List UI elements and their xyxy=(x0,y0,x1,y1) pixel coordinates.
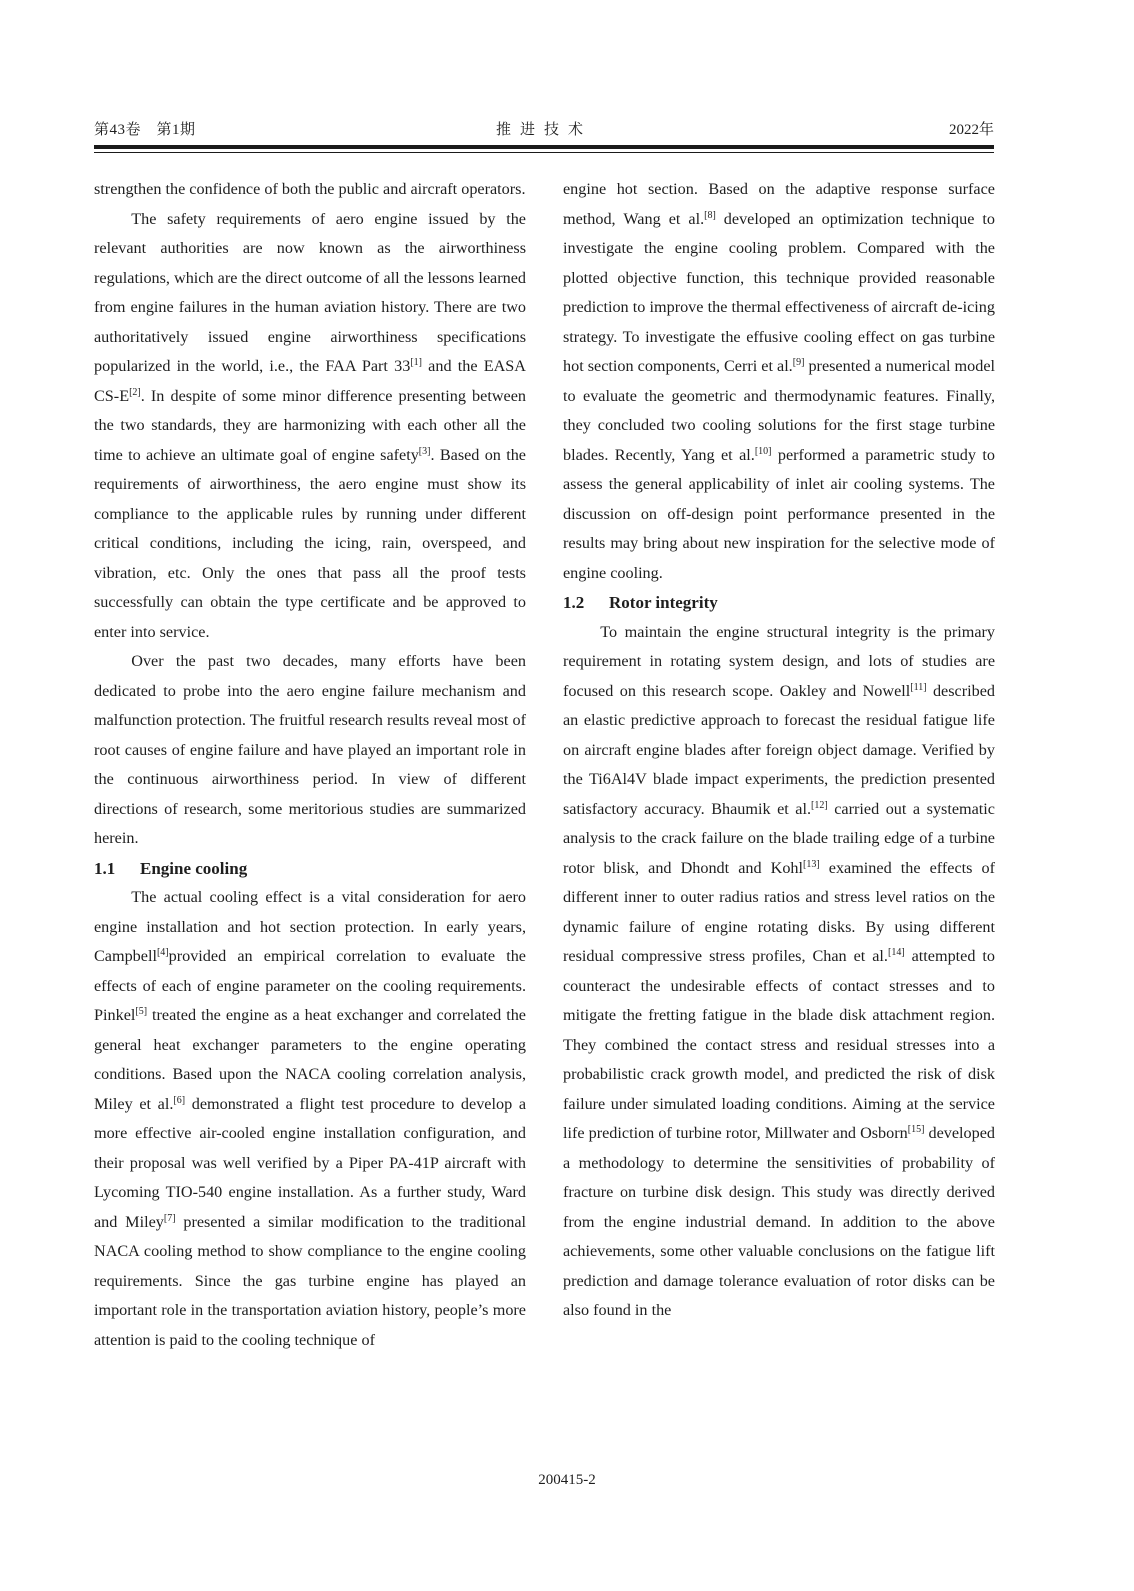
journal-title: 推进技术 xyxy=(495,122,592,138)
citation[interactable]: [3] xyxy=(418,445,431,457)
page-number: 200415-2 xyxy=(538,1472,596,1488)
citation[interactable]: [10] xyxy=(754,445,772,457)
citation[interactable]: [5] xyxy=(135,1006,148,1017)
citation[interactable]: [6] xyxy=(173,1094,186,1106)
paragraph: engine hot section. Based on the adaptive response surface method, Wang et al.[8] developed an optimization technique to investigate the engine cooling problem. Compared with the plotted objective function, this technique provided reasonable prediction to improve the thermal effectiveness of aircraft de-icing strategy. To investigate the effusive cooling effect on gas turbine hot section components, Cerri et al.[9] presented a numerical model to evaluate the geometric and thermodynamic features. Finally, they concluded two cooling solutions for the first stage turbine blades. Recently, Yang et al.[10] performed a parametric study to assess the general applicability of inlet air cooling systems. The discussion on off-design point performance presented in the results may bring about new inspiration for the selective mode of engine cooling. xyxy=(563,180,996,582)
publication-year: 2022年 xyxy=(948,122,994,138)
paragraph: The safety requirements of aero engine issued by the relevant authorities are now known as the airworthiness regulations, which are the direct outcome of all the lessons learned from engine failures in the human aviation history. There are two authoritatively issued engine airworthiness specifications popularized in the world, i.e., the FAA Part 33[1] and the EASA CS-E[2]. In despite of some minor difference presenting between the two standards, they are harmonizing with each other all the time to achieve an ultimate goal of engine safety[3]. Based on the requirements of airworthiness, the aero engine must show its compliance to the applicable rules by running under different critical conditions, including the icing, rain, overspeed, and vibration, etc. Only the ones that pass all the proof tests successfully can obtain the type certificate and be approved to enter into service. xyxy=(94,209,526,641)
paragraph: strengthen the confidence of both the public and aircraft operators. xyxy=(94,180,526,198)
header-rule-thin xyxy=(94,152,994,153)
citation[interactable]: [9] xyxy=(792,357,805,368)
right-column xyxy=(563,175,995,1326)
citation[interactable]: [12] xyxy=(811,799,828,811)
citation[interactable]: [14] xyxy=(887,947,905,958)
citation[interactable]: [1] xyxy=(410,357,422,368)
citation[interactable]: [7] xyxy=(163,1212,176,1224)
citation[interactable]: [4] xyxy=(156,947,169,958)
paragraph: Over the past two decades, many efforts have been dedicated to probe into the aero engine failure mechanism and malfunction protection. The fruitful research results reveal most of root causes of engine failure and have played an important role in the continuous airworthiness period. In view of different directions of research, some meritorious studies are summarized herein. xyxy=(94,652,526,847)
paragraph: The actual cooling effect is a vital consideration for aero engine installation and hot section protection. In early years, Campbell[4]provided an empirical correlation to evaluate the effects of each of engine parameter on the cooling requirements. Pinkel[5] treated the engine as a heat exchanger and correlated the general heat exchanger parameters to the engine operating conditions. Based upon the NACA cooling correlation analysis, Miley et al.[6] demonstrated a flight test procedure to develop a more effective air-cooled engine installation configuration, and their proposal was well verified by a Piper PA-41P aircraft with Lycoming TIO-540 engine installation. As a further study, Ward and Miley[7] presented a similar modification to the traditional NACA cooling method to show compliance to the engine cooling requirements. Since the gas turbine engine has played an important role in the transportation aviation history, people’s more attention is paid to the cooling technique of xyxy=(94,888,527,1349)
section-heading-1-2: 1.2 Rotor integrity xyxy=(563,593,718,612)
left-column xyxy=(94,175,526,1355)
citation[interactable]: [13] xyxy=(803,858,820,870)
paragraph: To maintain the engine structural integrity is the primary requirement in rotating system design, and lots of studies are focused on this research scope. Oakley and Nowell[11] described an elastic predictive approach to forecast the residual fatigue life on aircraft engine blades after foreign object damage. Verified by the Ti6Al4V blade impact experiments, the prediction presented satisfactory accuracy. Bhaumik et al.[12] carried out a systematic analysis to the crack failure on the blade trailing edge of a turbine rotor blisk, and Dhondt and Kohl[13] examined the effects of different inner to outer radius ratios and stress level ratios on the dynamic failure of engine rotating disks. By using different residual compressive stress profiles, Chan et al.[14] attempted to counteract the undesirable effects of contact stresses and to mitigate the fretting fatigue in the blade disk attachment region. They combined the contact stress and residual stresses into a probabilistic crack growth model, and predicted the risk of disk failure under simulated loading conditions. Aiming at the service life prediction of turbine rotor, Millwater and Osborn[15] developed a methodology to determine the sensitivities of probability of fracture on turbine disk design. This study was directly derived from the engine industrial demand. In addition to the above achievements, some other valuable conclusions on the fatigue lift prediction and damage tolerance evaluation of rotor disks can be also found in the xyxy=(563,622,995,1319)
running-header xyxy=(94,118,994,140)
citation[interactable]: [15] xyxy=(907,1124,925,1135)
section-heading-1-1: 1.1 Engine cooling xyxy=(94,858,248,878)
citation[interactable]: [11] xyxy=(910,681,927,693)
volume-issue: 第43卷 第1期 xyxy=(94,122,196,138)
citation[interactable]: [8] xyxy=(704,209,716,221)
citation[interactable]: [2] xyxy=(129,386,141,398)
header-rule-thick xyxy=(94,145,994,149)
